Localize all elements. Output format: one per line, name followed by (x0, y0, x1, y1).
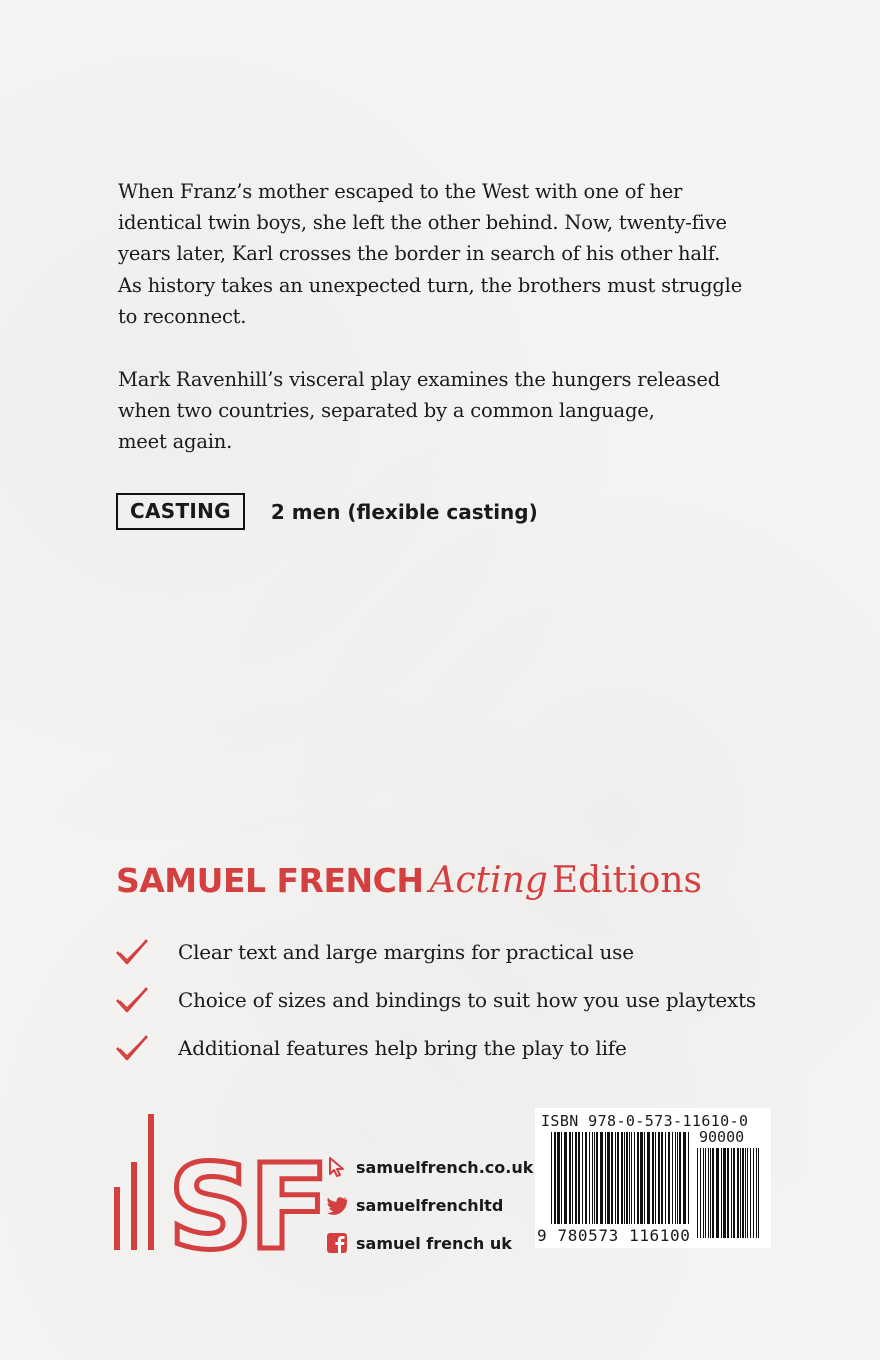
blurb (118, 176, 778, 490)
feature-item (114, 1024, 756, 1072)
series-acting: Acting (429, 860, 548, 901)
ean-digits: 9 780573 116100 (537, 1226, 691, 1245)
barcode-bar (644, 1132, 645, 1224)
casting-info (116, 493, 538, 530)
barcode-bar (611, 1132, 613, 1224)
barcode-bar (745, 1148, 746, 1238)
barcode-bar (703, 1148, 704, 1238)
barcode-bar (740, 1148, 741, 1238)
series-title (116, 860, 702, 901)
series-editions: Editions (551, 860, 702, 901)
social-label: samuelfrenchltd (356, 1195, 504, 1215)
check-icon (114, 1032, 150, 1064)
barcode-bar (634, 1132, 635, 1224)
barcode-bar (585, 1132, 587, 1224)
feature-text: Choice of sizes and bindings to suit how you use playtexts (178, 988, 756, 1012)
facebook-link[interactable] (326, 1224, 533, 1262)
barcode-bar (672, 1132, 673, 1224)
samuel-french-logo (114, 1112, 326, 1276)
barcode-bar (637, 1132, 639, 1224)
barcode-bar (596, 1132, 598, 1224)
check-icon (114, 936, 150, 968)
barcode-bar (658, 1132, 660, 1224)
barcode-bar (582, 1132, 583, 1224)
barcode-bar (747, 1148, 748, 1238)
barcode-bar (589, 1132, 590, 1224)
casting-value: 2 men (flexible casting) (270, 499, 538, 524)
barcode-bar (572, 1132, 573, 1224)
barcode-bar (665, 1132, 666, 1224)
barcode-bar (626, 1132, 628, 1224)
barcode-bar (742, 1148, 744, 1238)
barcode-bar (578, 1132, 580, 1224)
barcode-bar (679, 1132, 681, 1224)
barcode-bar (594, 1132, 595, 1224)
barcode-bar (661, 1132, 663, 1224)
barcode-bar (705, 1148, 706, 1238)
twitter-icon (326, 1194, 348, 1216)
barcode-bar (557, 1132, 560, 1224)
barcode-bar (753, 1148, 754, 1238)
barcode-bar (721, 1148, 722, 1238)
barcode-bar (737, 1148, 739, 1238)
barcode-bar (697, 1148, 698, 1238)
feature-text: Additional features help bring the play to life (178, 1036, 627, 1060)
blurb-paragraph-2: Mark Ravenhill’s visceral play examines the hungers released when two countries, separated by a common language, meet again. (118, 368, 720, 454)
barcode-bar (647, 1132, 650, 1224)
barcode-bar (655, 1132, 656, 1224)
barcode-addon-digits: 90000 (699, 1128, 745, 1146)
isbn-barcode (535, 1108, 771, 1248)
barcode-bar (750, 1148, 751, 1238)
barcode-bar (554, 1132, 556, 1224)
barcode-bar (723, 1148, 726, 1238)
barcode-bar (677, 1132, 678, 1224)
barcode-bar (615, 1132, 616, 1224)
barcode-bar (727, 1148, 729, 1238)
social-label: samuelfrench.co.uk (356, 1157, 534, 1177)
barcode-bar (607, 1132, 610, 1224)
barcode-bar (617, 1132, 619, 1224)
casting-label: CASTING (116, 493, 245, 530)
barcode-bar (675, 1132, 676, 1224)
feature-item (114, 928, 756, 976)
facebook-icon (326, 1232, 348, 1254)
isbn-text: ISBN 978-0-573-11610-0 (541, 1112, 749, 1130)
barcode-bar (712, 1148, 714, 1238)
barcode-bar (700, 1148, 701, 1238)
barcode-bar (564, 1132, 567, 1224)
barcode-bar (624, 1132, 625, 1224)
barcode-bar (600, 1132, 603, 1224)
barcode-bar (710, 1148, 711, 1238)
cursor-icon (326, 1156, 348, 1178)
blurb-paragraph-1: When Franz’s mother escaped to the West with one of her identical twin boys, she left the other behind. Now, twenty-five years later, Karl crosses the border in search of his other half. As history takes an unexpected turn, the brothers must struggle to reconnect. (118, 180, 743, 328)
feature-list (114, 928, 756, 1072)
barcode-bar (592, 1132, 593, 1224)
barcode-bar (575, 1132, 577, 1224)
barcode-bar (716, 1148, 719, 1238)
barcode-bar (605, 1132, 606, 1224)
barcode-bar (758, 1148, 759, 1238)
barcode-bar (688, 1132, 689, 1224)
barcode-bar (652, 1132, 654, 1224)
barcode-bar (621, 1132, 623, 1224)
twitter-link[interactable] (326, 1186, 533, 1224)
barcode-bar (569, 1132, 571, 1224)
check-icon (114, 984, 150, 1016)
barcode-bar (731, 1148, 732, 1238)
barcode-bar (551, 1132, 552, 1224)
logo-letters: SF (168, 1138, 326, 1276)
website-link[interactable] (326, 1148, 533, 1186)
social-label: samuel french uk (356, 1233, 512, 1253)
series-brand: SAMUEL FRENCH (116, 861, 424, 900)
feature-item (114, 976, 756, 1024)
barcode-bar (629, 1132, 630, 1224)
barcode-bar (631, 1132, 632, 1224)
barcode-bar (733, 1148, 735, 1238)
barcode-bar (708, 1148, 709, 1238)
barcode-bar (756, 1148, 757, 1238)
barcode-bar (561, 1132, 562, 1224)
barcode-bar (668, 1132, 670, 1224)
feature-text: Clear text and large margins for practical use (178, 940, 634, 964)
barcode-bar (640, 1132, 643, 1224)
barcode-bar (683, 1132, 686, 1224)
social-links (326, 1148, 533, 1262)
